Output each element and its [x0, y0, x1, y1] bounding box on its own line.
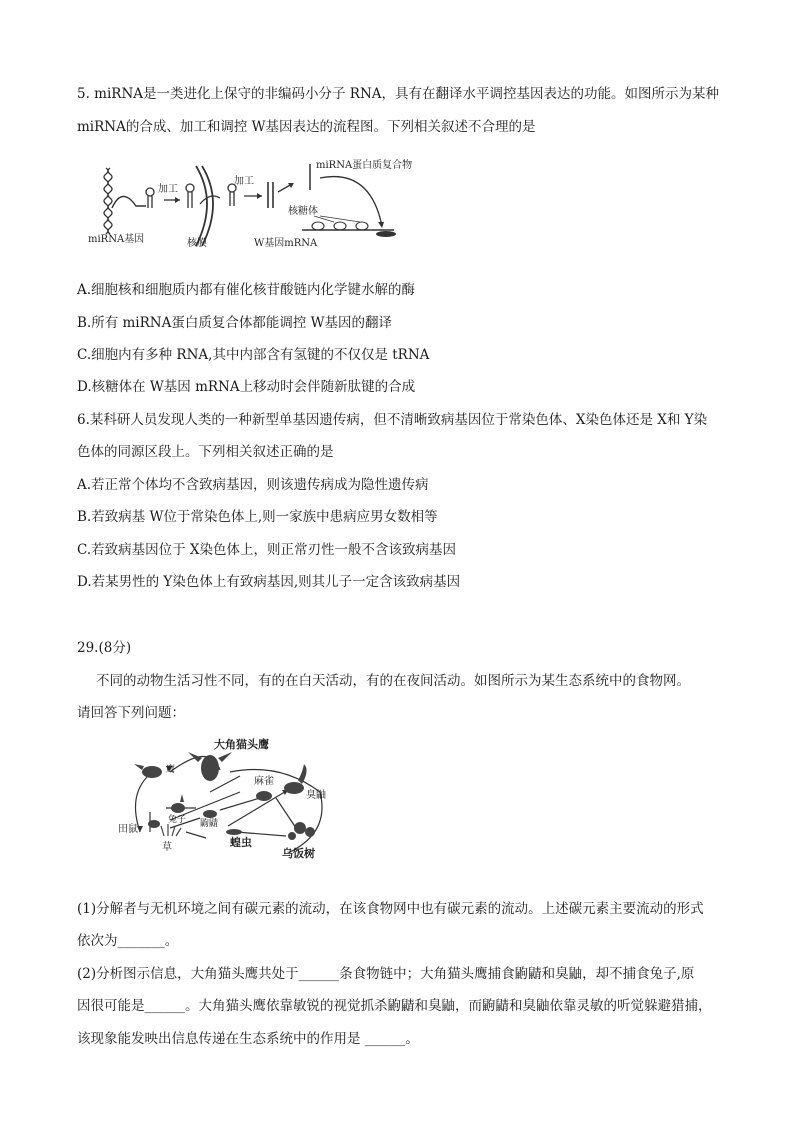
q29-sub2-line1: (2)分析图示信息，大角猫头鹰共处于______条食物链中；大角猫头鹰捕食鼩鼱和臭鼬，却不捕食兔子,原 — [77, 966, 695, 982]
q29-intro-line2: 请回答下列问题： — [77, 705, 185, 721]
nuclear-membrane — [196, 166, 213, 246]
q5-stem-line2: miRNA的合成、加工和调控 W基因表达的流程图。下列相关叙述不合理的是 — [77, 119, 536, 135]
owl-icon — [188, 752, 232, 781]
label-membrane: 核膜 — [187, 238, 207, 249]
label-process-2: 加工 — [234, 176, 254, 187]
arrow-4 — [320, 177, 382, 226]
hawk-icon — [134, 764, 162, 778]
label-sparrow: 麻雀 — [254, 776, 274, 787]
label-ribosome: 核糖体 — [288, 206, 318, 217]
label-tree: 乌饭树 — [282, 847, 315, 860]
q29-intro-line1: 不同的动物生活习性不同，有的在白天活动，有的在夜间活动。如图所示为某生态系统中的食物网。 — [96, 673, 690, 689]
hairpin-icon-1 — [146, 188, 154, 208]
label-grass: 草 — [162, 842, 172, 853]
hairpin-icon-3 — [228, 184, 236, 206]
dna-coil-icon — [104, 168, 112, 234]
food-web-figure — [110, 732, 340, 862]
q6-option-c: C.若致病基因位于 X染色体上，则正常刃性一般不含该致病基因 — [77, 542, 457, 558]
sparrow-icon — [256, 791, 272, 801]
hairpin-icon-2 — [186, 184, 194, 208]
label-complex: miRNA蛋白质复合物 — [316, 160, 413, 171]
q29-sub2-line2: 因很可能是______。大角猫头鹰依靠敏锐的视觉抓杀鼩鼱和臭鼬，而鼩鼱和臭鼬依靠灵敏的听觉躲避猎捕， — [77, 998, 712, 1014]
shrew-icon — [203, 810, 217, 818]
q6-stem-line1: 6.某科研人员发现人类的一种新型单基因遗传病，但不清晰致病基因位于常染色体、X染色体还是 X和 Y染 — [77, 412, 708, 428]
q5-option-d: D.核糖体在 W基因 mRNA上移动时会伴随新肽键的合成 — [77, 379, 416, 395]
q5-option-c: C.细胞内有多种 RNA,其中内部含有氢键的不仅仅是 tRNA — [77, 347, 430, 363]
label-owl: 大角猫头鹰 — [214, 738, 269, 751]
rabbit-icon — [171, 794, 185, 813]
label-skunk: 臭鼬 — [306, 790, 326, 801]
q29-sub1-line2: 依次为_______。 — [77, 933, 179, 949]
q6-option-a: A.若正常个体均不含致病基因，则该遗传病成为隐性遗传病 — [77, 477, 429, 493]
label-hawk: 鹰 — [166, 765, 176, 775]
q29-sub1-line1: (1)分解者与无机环境之间有碳元素的流动，在该食物网中也有碳元素的流动。上述碳元素主要流动的形式 — [77, 901, 704, 917]
q29-number: 29.(8分) — [77, 640, 132, 656]
q5-option-a: A.细胞核和细胞质内都有催化核苷酸链内化学键水解的酶 — [77, 282, 416, 298]
label-field-mouse: 田鼠 — [118, 824, 138, 835]
label-rabbit: 兔子 — [168, 815, 187, 825]
label-process-1: 加工 — [158, 184, 178, 195]
q5-option-b: B.所有 miRNA蛋白质复合体都能调控 W基因的翻译 — [77, 315, 393, 331]
primary-transcript — [112, 196, 146, 208]
q6-stem-line2: 色体的同源区段上。下列相关叙述正确的是 — [77, 444, 334, 460]
field-mouse-icon — [148, 820, 160, 828]
label-gene: miRNA基因 — [88, 234, 145, 245]
locust-icon — [226, 829, 242, 835]
label-mrna: W基因mRNA — [254, 238, 318, 249]
q5-stem-line1: 5. miRNA是一类进化上保守的非编码小分子 RNA，具有在翻译水平调控基因表达的功能。如图所示为某种 — [77, 86, 720, 102]
skunk-icon — [284, 764, 307, 794]
q6-option-b: B.若致病基 W位于常染色体上,则一家族中患病应男女数相等 — [77, 509, 438, 525]
label-shrew: 鼩鼱 — [200, 819, 219, 829]
q6-option-d: D.若某男性的 Y染色体上有致病基因,则其儿子一定含该致病基因 — [77, 574, 461, 590]
q29-sub2-line3: 该现象能发映出信息传递在生态系统中的作用是 ______。 — [77, 1031, 419, 1047]
mirna-pathway-figure — [88, 148, 448, 258]
mirna-duplex-icon — [268, 182, 273, 208]
ribosome-icons — [312, 222, 368, 230]
label-locust: 蝗虫 — [230, 836, 252, 849]
